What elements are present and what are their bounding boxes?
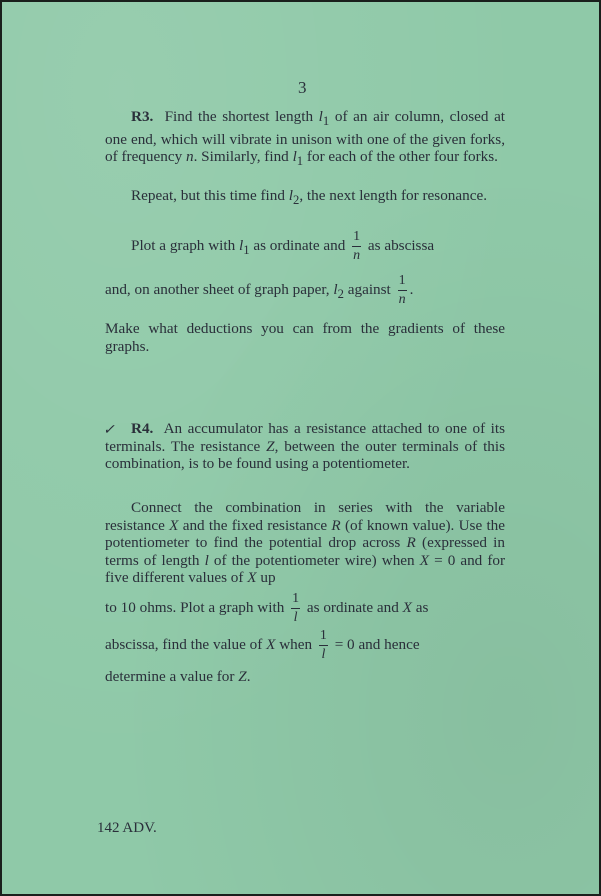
r3-paragraph-3: Plot a graph with $l_1$ as ordinate and $\frac{1}{n}$ as abscissa [131,229,435,263]
question-label-r3: R3. [131,108,154,125]
r3-paragraph-2: Repeat, but this time find $l_2$, the next length for resonance. [131,187,487,208]
r4-paragraph-4: abscissa, find the value of X when $\frac{1}{l}$ = 0 and hence [105,628,420,662]
handwritten-tick-mark: ✓ [103,423,115,438]
fraction-one-over-n: $\frac{1}{n}$ [353,229,361,263]
fraction-one-over-l: $\frac{1}{l}$ [292,591,300,625]
fraction-one-over-l: $\frac{1}{l}$ [319,628,327,662]
r4-paragraph-3: to 10 ohms. Plot a graph with $\frac{1}{l}$ as ordinate and X as [105,591,429,625]
r4-paragraph-5: determine a value for Z. [105,668,251,685]
page-number: 3 [298,78,307,97]
r3-paragraph-1: R3. Find the shortest length $l_1$ of an air column, closed at one end, which will vibrate in unison with one of the given forks, of frequency n. Similarly, find $l_1$ for each of the other four forks. [105,108,506,169]
document-code: 142 ADV. [97,820,157,836]
r4-paragraph-2: Connect the combination in series with the variable resistance X and the fixed resistance R (of known value). Use the potentiometer to find the potential drop across R (expressed in terms of length l of the potentiometer wire) when X = 0 and for five different values of X up [105,499,506,586]
r3-paragraph-5: Make what deductions you can from the gradients of these graphs. [105,320,505,355]
document-page [2,2,599,894]
question-label-r4: R4. [131,420,154,437]
r4-paragraph-1: R4. An accumulator has a resistance attached to one of its terminals. The resistance Z, between the outer terminals of this combination, is to be found using a potentiometer. [105,420,506,472]
fraction-one-over-n: $\frac{1}{n}$ [398,273,406,307]
r3-paragraph-4: and, on another sheet of graph paper, $l_2$ against $\frac{1}{n}$ . [105,273,414,307]
